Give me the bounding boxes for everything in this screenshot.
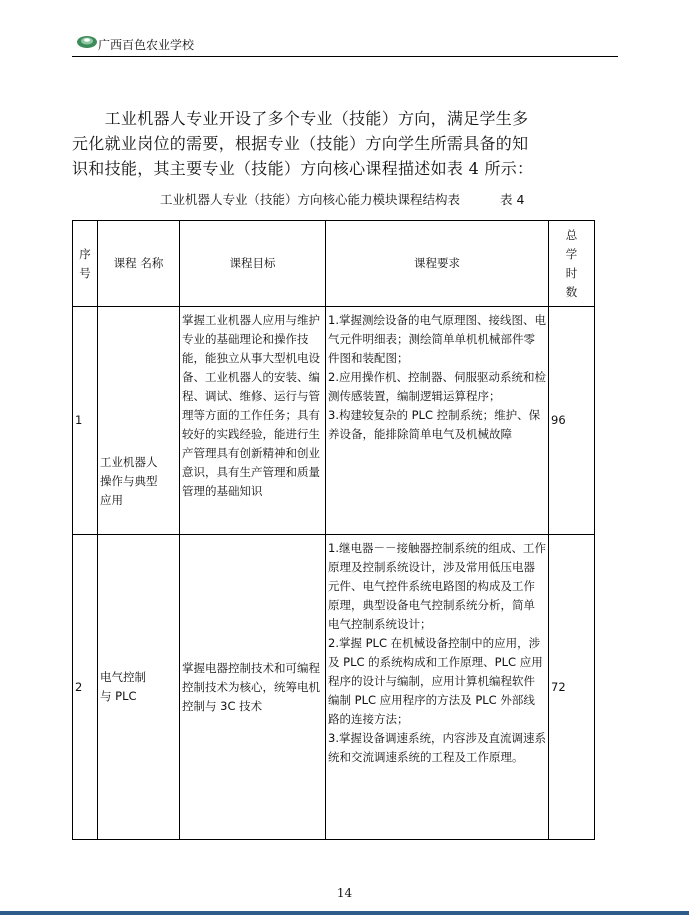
row-course-requirement: 1.继电器－－接触器控制系统的组成、工作原理及控制系统设计，涉及常用低压电器元件、电气控件系统电路图的构成及工作原理，典型设备电气控制系统分析，简单电气控制系统设计； 2.掌握 PLC 在机械设备控制中的应用，涉及 PLC 的系统构成和工作原理、PLC 应用程序的设计与编制，应用计算机编程软件编制 PLC 应用程序的方法及 PLC 外部线路的连接方法； 3.掌握设备调速系统，内容涉及直流调速系统和交流调速系统的工程及工作原理。 xyxy=(326,535,549,840)
row-seq: 2 xyxy=(73,535,98,840)
header-course-name: 课程 名称 xyxy=(98,221,180,307)
row-course-goal: 掌握电器控制技术和可编程控制技术为核心，统筹电机控制与 3C 技术 xyxy=(180,535,326,840)
header-course-goal: 课程目标 xyxy=(180,221,326,307)
table-row xyxy=(73,535,595,840)
intro-line: 工业机器人专业开设了多个专业（技能）方向，满足学生多 xyxy=(72,109,529,128)
intro-line: 元化就业岗位的需要，根据专业（技能）方向学生所需具备的知 xyxy=(72,134,529,153)
table-caption-title: 工业机器人专业（技能）方向核心能力模块课程结构表 xyxy=(160,192,461,207)
page-header xyxy=(72,28,618,57)
row-course-requirement: 1.掌握测绘设备的电气原理图、接线图、电气元件明细表；测绘简单单机机械部件零件图和装配图； 2.应用操作机、控制器、伺服驱动系统和检测传感装置，编制逻辑运算程序； 3.构建较复杂的 PLC 控制系统；维护、保养设备，能排除简单电气及机械故障 xyxy=(326,307,549,535)
school-logo-icon xyxy=(76,33,98,49)
row-course-name: 电气控制 与 PLC xyxy=(98,535,180,840)
page-number: 14 xyxy=(336,886,353,900)
row-total-hours: 72 xyxy=(549,535,595,840)
header-seq: 序 号 xyxy=(73,221,98,307)
row-course-name: 工业机器人 操作与典型 应用 xyxy=(98,307,180,535)
row-course-goal: 掌握工业机器人应用与维护专业的基础理论和操作技能，能独立从事大型机电设备、工业机器人的安装、编程、调试、维修、运行与管理等方面的工作任务；具有较好的实践经验，能进行生产管理具有创新精神和创业意识，具有生产管理和质量管理的基础知识 xyxy=(180,307,326,535)
intro-line: 识和技能，其主要专业（技能）方向核心课程描述如表 4 所示： xyxy=(72,159,534,178)
school-name: 广西百色农业学校 xyxy=(98,38,195,52)
table-caption xyxy=(160,190,524,208)
row-seq: 1 xyxy=(73,307,98,535)
bottom-bar xyxy=(0,911,689,915)
header-total-hours: 总 学 时 数 xyxy=(549,221,595,307)
course-structure-table xyxy=(72,220,595,840)
header-course-requirement: 课程要求 xyxy=(326,221,549,307)
row-total-hours: 96 xyxy=(549,307,595,535)
table-number: 表 4 xyxy=(500,192,525,207)
table-header-row xyxy=(73,221,595,307)
table-row xyxy=(73,307,595,535)
intro-paragraph xyxy=(72,106,620,181)
